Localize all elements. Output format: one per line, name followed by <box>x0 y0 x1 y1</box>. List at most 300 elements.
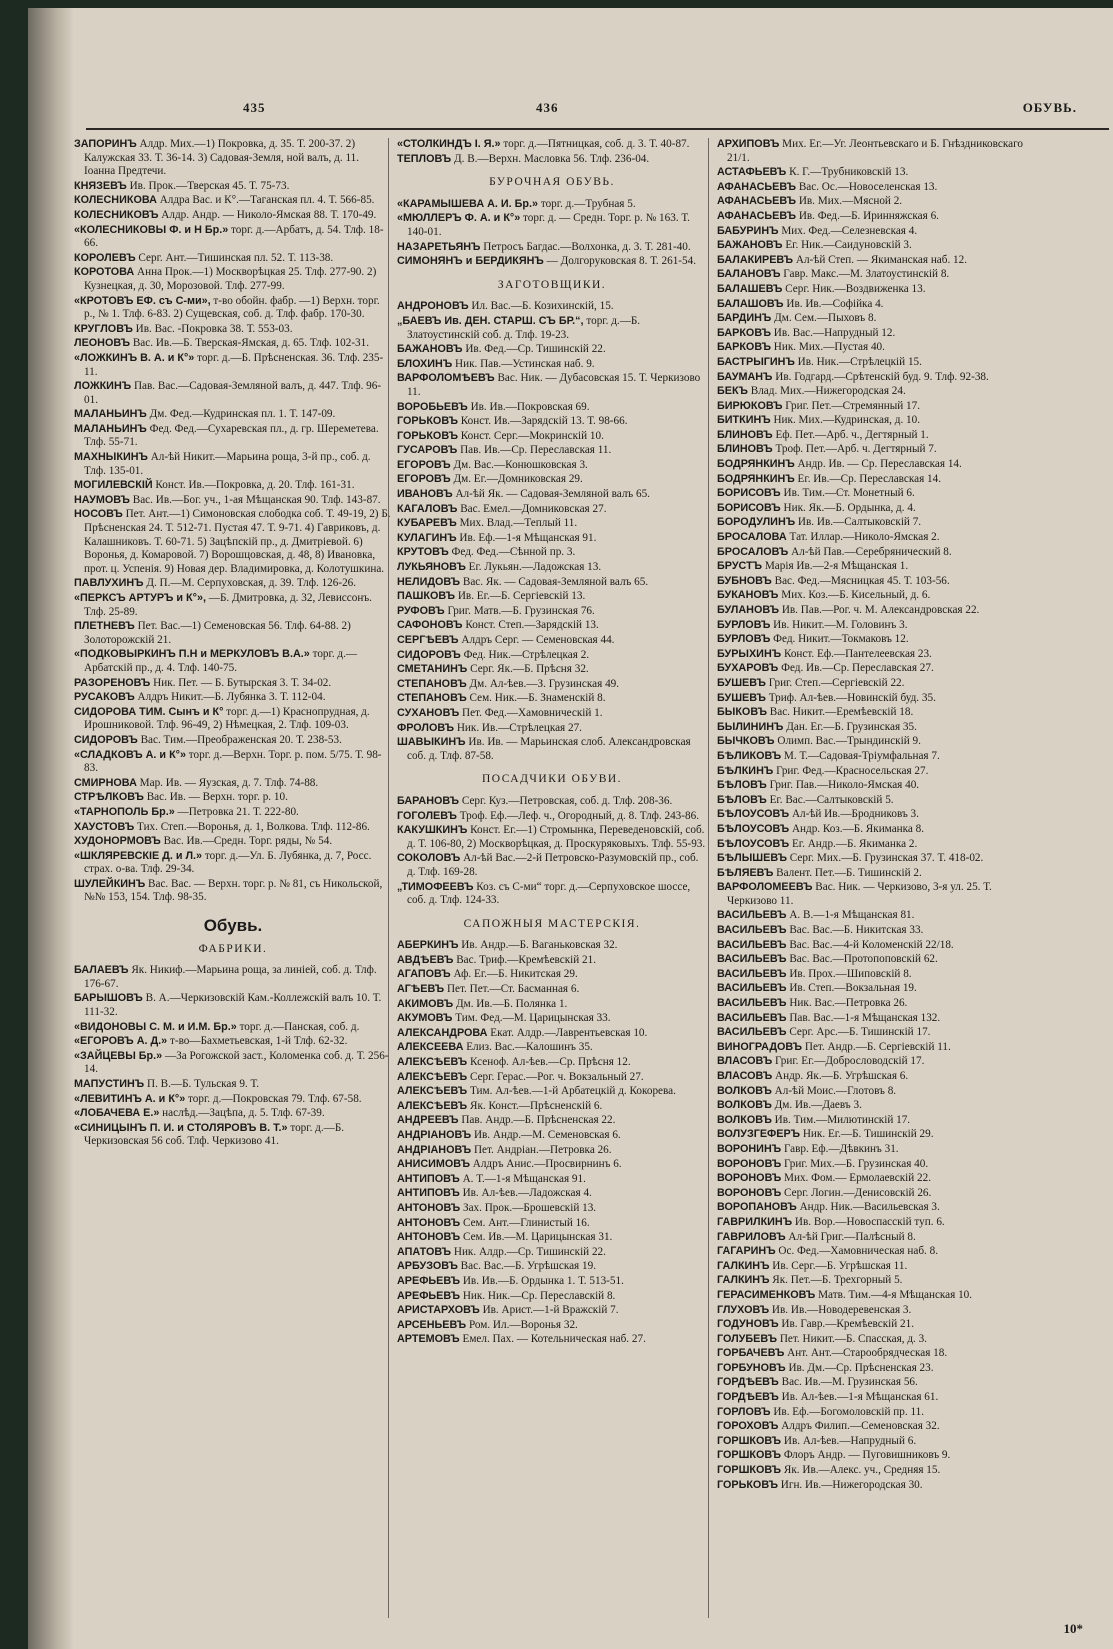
entry-details: Серг. Ант.—Тишинская пл. 52. Т. 113-38. <box>138 251 334 264</box>
entry-name: БОДРЯНКИНЪ <box>717 472 795 485</box>
directory-entry <box>74 850 392 877</box>
directory-entry <box>74 1078 392 1092</box>
entry-name: ВАРФОЛОМѢЕВЪ <box>397 372 495 385</box>
entry-name: АНТИПОВЪ <box>397 1172 460 1185</box>
directory-entry <box>74 408 392 422</box>
entry-name: «ВИДОНОВЫ С. М. и И.М. Бр.» <box>74 1020 237 1033</box>
directory-entry <box>717 1143 1037 1157</box>
entry-name: БѢЛЯЕВЪ <box>717 866 774 879</box>
directory-entry <box>717 1318 1037 1332</box>
entry-details: Пет. Никит.—Б. Спасская, д. 3. <box>779 1332 928 1345</box>
directory-entry <box>717 968 1037 982</box>
entry-name: ГОРЬКОВЪ <box>717 1478 778 1491</box>
directory-entry <box>397 795 707 809</box>
directory-entry <box>74 479 392 493</box>
entry-details: торг. д.—Покровская 79. Тлф. 67-58. <box>188 1092 362 1105</box>
entry-details: Флоръ Андр. — Пуговишниковъ 9. <box>783 1449 951 1462</box>
entry-details: Вас. Вас. — Верхн. торг. р. № 81, съ Никольской, №№ 153, 154. Тлф. 98-35. <box>84 877 383 904</box>
entry-details: Ник. Пав.—Устинская наб. 9. <box>455 357 595 370</box>
entry-name: БѢЛКИНЪ <box>717 764 774 777</box>
entry-name: КУЛАГИНЪ <box>397 531 457 544</box>
directory-entry <box>717 298 1037 312</box>
entry-name: КРУТОВЪ <box>397 546 449 559</box>
entry-name: БОДРЯНКИНЪ <box>717 458 795 471</box>
entry-details: Ив. Ив.—Салтыковскій 7. <box>797 516 922 529</box>
entry-details: Ив. Ив.—Новодеревенская 3. <box>771 1303 912 1316</box>
entry-details: торг. д.—Пятницкая, соб. д. 3. Т. 40-87. <box>503 138 690 150</box>
entry-name: БУРЛОВЪ <box>717 618 771 631</box>
directory-entry <box>74 648 392 675</box>
entry-name: ГОРЬКОВЪ <box>397 429 458 442</box>
directory-entry <box>397 590 707 604</box>
entry-name: АРЕФЬЕВЪ <box>397 1289 461 1302</box>
directory-entry <box>397 576 707 590</box>
entry-name: АНТОНОВЪ <box>397 1201 461 1214</box>
right-page-number: 436 <box>536 100 559 115</box>
entry-details: Валент. Пет.—Б. Тишинскій 2. <box>776 866 922 879</box>
entry-name: САФОНОВЪ <box>397 619 463 632</box>
directory-entry <box>397 1260 707 1274</box>
entry-details: Тат. Иллар.—Николо-Ямская 2. <box>789 531 940 544</box>
entry-details: Григ. Матв.—Б. Грузинская 76. <box>447 604 595 617</box>
entry-name: СМЕТАНИНЪ <box>397 663 468 676</box>
entry-details: Дм. Вас.—Конюшковская 3. <box>453 458 588 471</box>
directory-entry <box>397 852 707 879</box>
entry-name: МАХНЫКИНЪ <box>74 451 148 464</box>
entry-name: ВАСИЛЬЕВЪ <box>717 967 787 980</box>
entry-name: ГУСАРОВЪ <box>397 444 458 457</box>
entry-name: БУШЕВЪ <box>717 691 766 704</box>
entry-details: Аф. Ег.—Б. Никитская 29. <box>453 968 578 981</box>
entry-details: Мар. Ив. — Яузская, д. 7. Тлф. 74-88. <box>139 776 319 789</box>
directory-entry <box>717 867 1037 881</box>
directory-entry <box>397 198 707 212</box>
directory-entry <box>397 605 707 619</box>
entry-details: Влад. Мих.—Нижегородская 24. <box>750 385 906 398</box>
entry-details: Серг. Ник.—Воздвиженка 13. <box>785 282 926 295</box>
directory-entry <box>717 1406 1037 1420</box>
entry-name: БАЛАКИРЕВЪ <box>717 253 794 266</box>
entry-name: АРИСТАРХОВЪ <box>397 1304 480 1317</box>
directory-entry <box>397 736 707 763</box>
directory-entry <box>717 692 1037 706</box>
entry-name: ВОРОНОВЪ <box>717 1172 782 1185</box>
entry-name: ИВАНОВЪ <box>397 488 453 501</box>
entry-details: Екат. Алдр.—Лаврентьевская 10. <box>490 1026 648 1039</box>
entry-name: БѢЛОУСОВЪ <box>717 837 790 850</box>
entry-details: —За Рогожской заст., Коломенка соб. д. Т. 256-14. <box>84 1049 389 1076</box>
entry-details: Ив. Вас.—Напрудный 12. <box>773 326 896 339</box>
entry-details: Еф. Пет.—Арб. ч., Дегтярный 1. <box>775 428 929 441</box>
entry-name: «ТАРНОПОЛЬ Бр.» <box>74 805 175 818</box>
entry-details: торг. д.—Арбатскій пр., д. 4. Тлф. 140-75. <box>84 648 358 674</box>
directory-entry <box>717 502 1037 516</box>
entry-details: Ив. Андр.—М. Семеновская 6. <box>473 1129 621 1141</box>
entry-name: БУШЕВЪ <box>717 676 766 689</box>
section-heading-factories: ФАБРИКИ. <box>198 942 268 955</box>
entry-details: Елиз. Вас.—Калошинъ 35. <box>466 1041 593 1054</box>
entry-details: П. В.—Б. Тульская 9. Т. <box>147 1078 260 1090</box>
entry-details: Алдр. Мих.—1) Покровка, д. 35. Т. 200-37. 2) Калужская 33. Т. 36-14. 3) Садовая-Земля, ной валъ, д. 11. Іоанна Предтечи. <box>84 138 360 178</box>
entry-details: Петросъ Багдас.—Волхонка, д. 3. Т. 281-40. <box>483 240 691 253</box>
entry-details: Ег. Андр.—Б. Якиманка 2. <box>791 837 918 850</box>
directory-entry <box>717 341 1037 355</box>
entry-name: МАПУСТИНЪ <box>74 1078 145 1090</box>
entry-details: Тим. Фед.—М. Царицынская 33. <box>455 1012 611 1025</box>
entry-name: БОРОДУЛИНЪ <box>717 516 796 529</box>
entry-details: Дан. Ег.—Б. Грузинская 35. <box>786 720 917 733</box>
entry-details: Григ. Ег.—Добрословодскій 17. <box>775 1055 925 1068</box>
directory-entry <box>74 266 392 293</box>
entry-name: ГАЛКИНЪ <box>717 1259 770 1272</box>
entry-details: т-во обойн. фабр. —1) Верхн. торг. р., № 1. Тлф. 6-83. 2) Сущевская, соб. д. Тлф. фабр. 170-30. <box>84 294 380 321</box>
entry-details: Серг. Герас.—Рог. ч. Вокзальный 27. <box>469 1070 644 1083</box>
directory-entry <box>397 1173 707 1187</box>
directory-entry <box>74 577 392 591</box>
entry-name: ГАЛКИНЪ <box>717 1274 770 1287</box>
entry-name: ВОЛКОВЪ <box>717 1113 772 1126</box>
entry-details: Ник. Пет. — Б. Бутырская 3. Т. 34-02. <box>153 676 332 689</box>
entry-name: ЛУКЬЯНОВЪ <box>397 561 466 574</box>
entry-name: БАЛАЕВЪ <box>74 964 129 977</box>
directory-entry <box>717 881 1037 908</box>
directory-entry <box>74 620 392 647</box>
entry-name: АЛЕКСѢЕВЪ <box>397 1085 468 1098</box>
directory-entry <box>717 283 1037 297</box>
entry-details: Ив. Вас. -Покровка 38. Т. 553-03. <box>135 322 293 335</box>
entry-name: СМИРНОВА <box>74 776 137 789</box>
entry-name: ГАВРИЛКИНЪ <box>717 1215 793 1228</box>
directory-entry <box>74 295 392 322</box>
entry-name: БАЖАНОВЪ <box>717 239 783 252</box>
entry-details: Конст. Серг.—Мокринскій 10. <box>460 429 604 442</box>
directory-entry <box>717 1187 1037 1201</box>
entry-name: БИТКИНЪ <box>717 414 771 427</box>
directory-entry <box>397 503 707 517</box>
directory-entry <box>74 380 392 407</box>
entry-name: АНТОНОВЪ <box>397 1216 461 1229</box>
directory-entry <box>717 794 1037 808</box>
entry-details: Григ. Фед.—Красносельская 27. <box>776 764 929 777</box>
entry-name: ЛЕОНОВЪ <box>74 337 131 350</box>
entry-details: Вас. Ив.—Б. Тверская-Ямская, д. 65. Тлф. 102-31. <box>132 337 370 350</box>
entry-name: БЫЧКОВЪ <box>717 735 775 748</box>
directory-entry <box>397 1114 707 1128</box>
entry-name: БАЛАШЕВЪ <box>717 282 783 295</box>
entry-name: «ШКЛЯРЕВСКІЕ Д. и Л.» <box>74 849 203 862</box>
entry-name: СИДОРОВЪ <box>397 648 461 661</box>
directory-entry <box>397 707 707 721</box>
entry-name: БАРДИНЪ <box>717 312 772 325</box>
entry-details: Вас. Вас.—Б. Никитская 33. <box>789 924 924 937</box>
entry-name: НОСОВЪ <box>74 508 123 521</box>
entry-details: Як. Никиф.—Марьина роща, за линіей, соб. д. Тлф. 176-67. <box>84 964 377 990</box>
entry-name: ВАСИЛЬЕВЪ <box>717 953 787 966</box>
directory-entry <box>397 343 707 357</box>
directory-entry <box>717 138 1037 165</box>
entry-name: БУРЛОВЪ <box>717 633 771 646</box>
entry-details: Ал-ѣй Степ. — Якиманская наб. 12. <box>795 253 968 266</box>
entry-details: торг. д.—Б. Черкизовская 56 соб. Тлф. Черкизово 41. <box>84 1121 345 1148</box>
entry-details: Пет. Фед.—Хамовническій 1. <box>462 706 603 719</box>
directory-entry <box>717 487 1037 501</box>
entry-name: ВОРОПАНОВЪ <box>717 1201 797 1214</box>
entry-details: Вас. Ив.—Средн. Торг. ряды, № 54. <box>163 835 333 848</box>
directory-entry <box>397 722 707 736</box>
entry-name: НАЗАРЕТЬЯНЪ <box>397 240 481 253</box>
directory-entry <box>397 546 707 560</box>
running-title: ОБУВЬ. <box>1022 100 1077 115</box>
entry-name: АЛЕКСѢЕВЪ <box>397 1056 468 1069</box>
entry-details: Ал-ѣй Вас.—2-й Петровско-Разумовскій пр., соб. д. Тлф. 169-28. <box>407 852 699 878</box>
directory-entry <box>397 1056 707 1070</box>
entry-name: «ЗАЙЦЕВЫ Бр.» <box>74 1049 163 1062</box>
entry-details: наслѣд.—Зацѣпа, д. 5. Тлф. 67-39. <box>162 1107 325 1120</box>
column-2 <box>388 138 707 1618</box>
entry-name: ВАСИЛЬЕВЪ <box>717 982 787 995</box>
directory-entry <box>74 964 392 991</box>
entry-name: «СЛАДКОВЪ А. и К°» <box>74 748 186 761</box>
entry-details: Игн. Ив.—Нижегородская 30. <box>780 1478 923 1491</box>
directory-entry <box>397 1158 707 1172</box>
entry-name: АНДРОНОВЪ <box>397 300 469 313</box>
directory-entry <box>717 1289 1037 1303</box>
directory-entry <box>397 1144 707 1158</box>
entry-name: СТРѢЛКОВЪ <box>74 791 144 804</box>
directory-entry <box>717 1231 1037 1245</box>
entry-details: Анна Прок.—1) Москворѣцкая 25. Тлф. 277-90. 2) Кузнецкая, д. 30, Морозовой. Тлф. 277-99. <box>84 266 377 292</box>
entry-name: НАУМОВЪ <box>74 493 130 506</box>
entry-name: «МЮЛЛЕРЪ Ф. А. и К°» <box>397 212 521 225</box>
entry-name: КРУГЛОВЪ <box>74 322 133 335</box>
entry-name: БАБУРИНЪ <box>717 224 779 237</box>
entry-details: Вас. Фед.—Мясницкая 45. Т. 103-56. <box>774 574 950 587</box>
entry-details: Григ. Степ.—Сергіевскій 22. <box>768 676 905 689</box>
entry-details: торг. д.—Ул. Б. Лубянка, д. 7, Росс. страх. о-ва. Тлф. 29-34. <box>84 849 372 876</box>
directory-entry <box>74 224 392 251</box>
entry-name: БРОСАЛОВА <box>717 531 787 544</box>
entry-details: Емел. Пах. — Котельническая наб. 27. <box>462 1333 646 1346</box>
entry-name: СИДОРОВЪ <box>74 733 138 746</box>
entry-details: Фед. Ник.—Стрѣлецкая 2. <box>463 648 590 661</box>
directory-entry <box>717 400 1037 414</box>
entry-details: Ник. Мих.—Кудринская, д. 10. <box>773 414 921 427</box>
directory-entry <box>717 268 1037 282</box>
entry-name: КАКУШКИНЪ <box>397 824 468 837</box>
entry-details: Сем. Ив.—М. Царицынская 31. <box>462 1231 613 1244</box>
directory-entry <box>717 765 1037 779</box>
entry-name: АНИСИМОВЪ <box>397 1158 470 1171</box>
directory-entry <box>397 153 707 167</box>
entry-name: ХАУСТОВЪ <box>74 820 135 833</box>
directory-entry <box>397 430 707 444</box>
directory-entry <box>717 546 1037 560</box>
directory-entry <box>717 1420 1037 1434</box>
entry-name: БЛОХИНЪ <box>397 357 453 370</box>
directory-entry <box>717 1391 1037 1405</box>
directory-entry <box>74 749 392 776</box>
directory-entry <box>717 1449 1037 1463</box>
entry-name: БУКАНОВЪ <box>717 589 779 602</box>
entry-name: АПАТОВЪ <box>397 1245 452 1258</box>
entry-details: Вас. Ив.—Бог. уч., 1-ая Мѣщанская 90. Тлф. 143-87. <box>132 493 381 506</box>
directory-entry <box>717 721 1037 735</box>
entry-details: Ив. Фед.—Б. Иринняжская 6. <box>798 209 939 222</box>
directory-entry <box>717 166 1037 180</box>
directory-entry <box>74 777 392 791</box>
entry-name: АРТЕМОВЪ <box>397 1333 460 1346</box>
entry-name: ВАСИЛЬЕВЪ <box>717 909 787 922</box>
directory-entry <box>397 1290 707 1304</box>
entry-details: Ал-ѣй Григ.—Палѣсный 8. <box>788 1230 916 1243</box>
entry-name: СОКОЛОВЪ <box>397 852 461 865</box>
entry-details: Ив. Гавр.—Кремѣевскій 21. <box>781 1318 915 1331</box>
directory-entry <box>397 532 707 546</box>
directory-entry <box>397 1187 707 1201</box>
directory-entry <box>397 954 707 968</box>
directory-entry <box>717 1260 1037 1274</box>
entry-details: М. Т.—Садовая-Тріумфальная 7. <box>783 749 940 762</box>
entry-details: Мих. Коз.—Б. Кисельный, д. 6. <box>781 589 931 602</box>
directory-entry <box>717 589 1037 603</box>
entry-details: К. Г.—Трубниковскій 13. <box>789 166 909 179</box>
entry-details: Ив. Дм.—Ср. Прѣсненская 23. <box>788 1361 934 1374</box>
directory-entry <box>717 1012 1037 1026</box>
directory-entry <box>717 1099 1037 1113</box>
entry-name: «ЛОЖКИНЪ В. А. и К°» <box>74 351 195 364</box>
entry-details: Вас. Вас.—Б. Угрѣшская 19. <box>460 1260 596 1273</box>
entry-name: КОЛЕСНИКОВА <box>74 194 157 207</box>
page-header <box>88 96 1105 118</box>
entry-name: ПЛЕТНЕВЪ <box>74 620 135 633</box>
entry-name: «ЕГОРОВЪ А. Д.» <box>74 1035 168 1048</box>
entry-details: Ив. Ив. — Марьинская слоб. Александровская соб. д. Тлф. 87-58. <box>407 736 691 762</box>
directory-entry <box>74 1107 392 1121</box>
directory-entry <box>717 852 1037 866</box>
entry-details: Мих. Фед.—Селезневская 4. <box>781 224 918 237</box>
entry-name: КОРОЛЕВЪ <box>74 251 136 264</box>
entry-name: ВОРОНИНЪ <box>717 1142 782 1155</box>
directory-entry <box>74 337 392 351</box>
entry-details: Пав. Вас.—Садовая-Земляной валъ, д. 447. Тлф. 96-01. <box>84 380 382 406</box>
entry-details: Фед. Никит.—Токмаковъ 12. <box>773 633 909 646</box>
directory-entry <box>717 356 1037 370</box>
directory-entry <box>717 1376 1037 1390</box>
entry-name: ГОДУНОВЪ <box>717 1318 779 1331</box>
entry-name: БѢЛОВЪ <box>717 793 767 806</box>
entry-details: Ив. Ник.—Стрѣлецкій 15. <box>797 355 922 368</box>
entry-details: Андр. Ив. — Ср. Переславская 14. <box>797 458 962 471</box>
entry-details: Мих. Фом.— Ермолаевскій 22. <box>784 1172 932 1185</box>
directory-entry <box>397 561 707 575</box>
directory-entry <box>397 358 707 372</box>
directory-entry <box>397 1100 707 1114</box>
directory-entry <box>397 619 707 633</box>
entry-name: РАЗОРЕНОВЪ <box>74 676 151 689</box>
entry-details: Дм. Ег.—Домниковская 29. <box>453 473 583 486</box>
entry-name: БѢЛОУСОВЪ <box>717 808 790 821</box>
entry-details: Ив. Еф.—Богомоловскій пр. 11. <box>773 1405 925 1418</box>
entry-details: Фед. Ив.—Ср. Переславская 27. <box>781 662 934 675</box>
entry-name: АЛЕКСЕЕВА <box>397 1041 464 1054</box>
entry-details: Вас. Ив. — Верхн. торг. р. 10. <box>146 791 288 804</box>
directory-entry <box>397 810 707 824</box>
entry-details: Фед. Фед.—Сухаревская пл., д. гр. Шереметева. Тлф. 55-71. <box>84 422 379 449</box>
entry-details: Алдръ Анис.—Просвирнинъ 6. <box>472 1158 622 1171</box>
entry-details: Серг. Арс.—Б. Тишинскій 17. <box>789 1026 931 1039</box>
entry-name: БАЖАНОВЪ <box>397 343 463 356</box>
entry-details: Пет. Вас.—1) Семеновская 56. Тлф. 64-88. 2) Золоторожскій 21. <box>84 620 351 646</box>
entry-name: АРХИПОВЪ <box>717 138 780 150</box>
directory-entry <box>717 254 1037 268</box>
directory-entry <box>397 939 707 953</box>
section-heading-burki: БУРОЧНАЯ ОБУВЬ. <box>489 176 615 189</box>
entry-details: Ник. Як.—Б. Ордынка, д. 4. <box>783 501 916 514</box>
entry-name: «ПЕРКСЪ АРТУРЪ и К°», <box>74 592 206 604</box>
directory-entry <box>74 252 392 266</box>
directory-entry <box>74 677 392 691</box>
directory-entry <box>717 1172 1037 1186</box>
directory-entry <box>397 212 707 239</box>
entry-name: ЕГОРОВЪ <box>397 473 451 486</box>
directory-entry <box>74 508 392 576</box>
entry-name: „БАЕВЪ Ив. ДЕН. СТАРШ. СЪ БР.“, <box>397 314 584 327</box>
entry-details: Алдр. Андр. — Николо-Ямская 88. Т. 170-49. <box>161 208 377 221</box>
directory-entry <box>717 1333 1037 1347</box>
directory-entry <box>717 1026 1037 1040</box>
entry-details: Ник. Алдр.—Ср. Тишинскій 22. <box>453 1245 606 1258</box>
entry-name: КУБАРЕВЪ <box>397 517 457 530</box>
entry-details: Коз. съ С-ми“ торг. д.—Серпуховское шоссе, соб. д. Тлф. 124-33. <box>407 880 691 907</box>
entry-details: Григ. Мих.—Б. Грузинская 40. <box>784 1157 929 1170</box>
directory-entry <box>397 1071 707 1085</box>
directory-entry <box>74 180 392 194</box>
entry-details: торг. д.—Арбатъ, д. 54. Тлф. 18-66. <box>84 223 384 250</box>
directory-entry <box>717 1114 1037 1128</box>
entry-name: ГАГАРИНЪ <box>717 1245 776 1258</box>
entry-details: Сем. Ант.—Глинистый 16. <box>462 1216 590 1229</box>
directory-entry <box>717 473 1037 487</box>
entry-details: Дм. Ив.—Даевъ 3. <box>774 1099 862 1112</box>
directory-entry <box>397 634 707 648</box>
directory-entry <box>717 1216 1037 1230</box>
entry-name: БОРИСОВЪ <box>717 501 781 514</box>
entry-details: Як. Ив.—Алекс. уч., Средняя 15. <box>783 1464 941 1477</box>
entry-name: ТЕПЛОВЪ <box>397 152 452 165</box>
entry-name: ВОРОНОВЪ <box>717 1157 782 1170</box>
entry-name: ГОРДѢЕВЪ <box>717 1376 779 1389</box>
directory-entry <box>717 604 1037 618</box>
entry-name: АФАНАСЬЕВЪ <box>717 195 797 208</box>
entry-details: торг. д. — Средн. Торг. р. № 163. Т. 140-01. <box>407 212 690 238</box>
entry-name: ВАСИЛЬЕВЪ <box>717 924 787 937</box>
directory-entry <box>717 1070 1037 1084</box>
section-title-footwear: Обувь. <box>203 916 263 936</box>
entry-details: Ник. Ег.—Б. Тишинскій 29. <box>802 1128 934 1141</box>
directory-entry <box>397 372 707 399</box>
entry-details: Ив. Ал-ѣев.—Напрудный 6. <box>783 1434 917 1447</box>
entry-name: ЛОЖКИНЪ <box>74 380 132 393</box>
entry-name: АРСЕНЬЕВЪ <box>397 1318 467 1331</box>
directory-entry <box>74 791 392 805</box>
directory-entry <box>397 1027 707 1041</box>
directory-entry <box>717 195 1037 209</box>
entry-name: АЛЕКСѢЕВЪ <box>397 1070 468 1083</box>
directory-entry <box>74 138 392 179</box>
entry-name: СТЕПАНОВЪ <box>397 692 467 705</box>
entry-details: Ив. Прок.—Тверская 45. Т. 75-73. <box>129 179 290 192</box>
directory-entry <box>717 239 1037 253</box>
